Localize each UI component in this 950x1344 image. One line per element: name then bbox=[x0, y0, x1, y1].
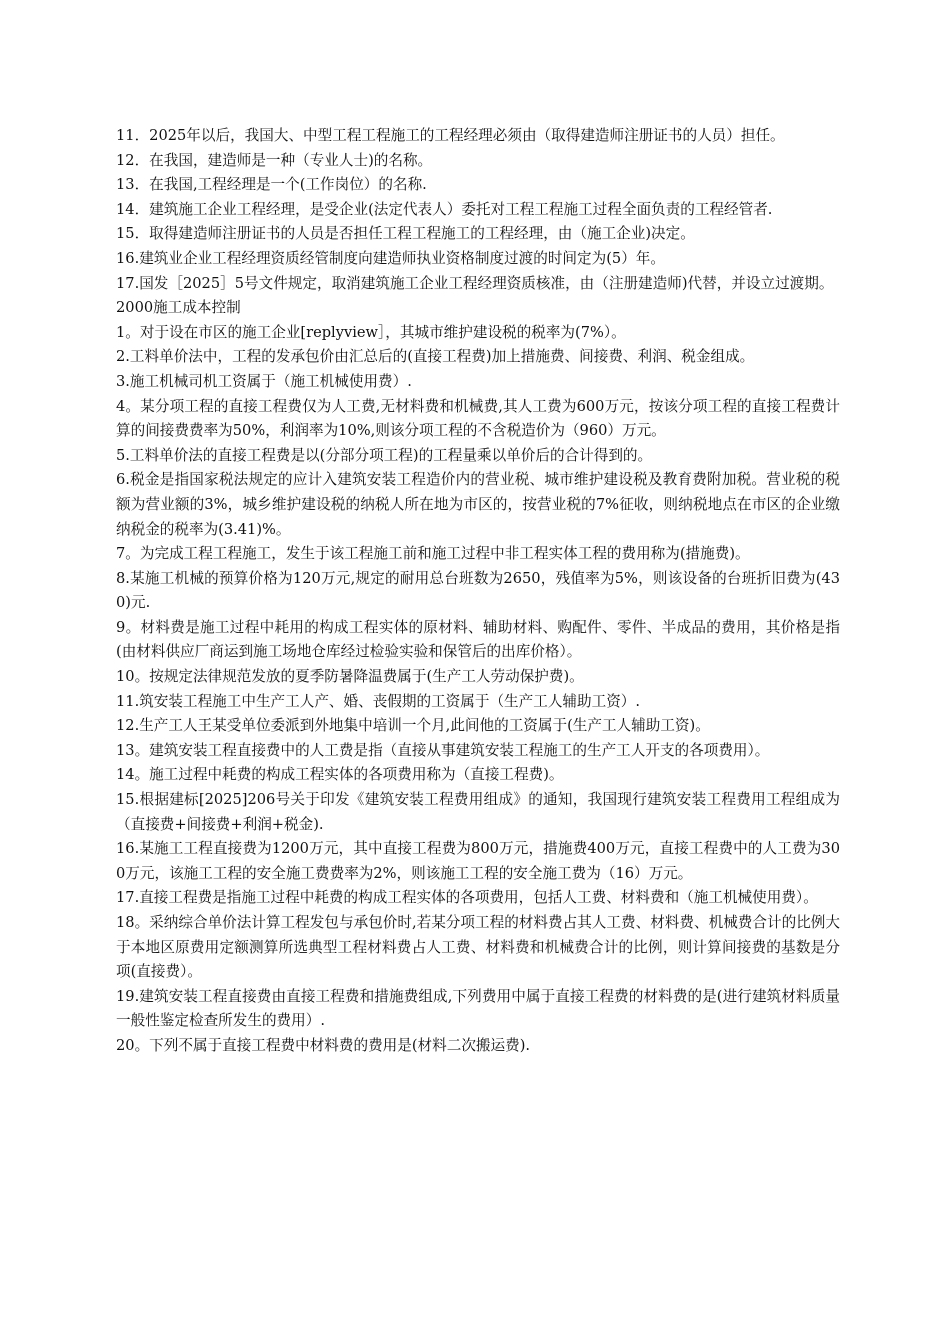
paragraph: 18。采纳综合单价法计算工程发包与承包价时,若某分项工程的材料费占其人工费、材料费、机械费合计的比例大于本地区原费用定额测算所选典型工程材料费占人工费、材料费和机械费合计的比例，则计算间接费的基数是分项(直接费）。 bbox=[116, 914, 840, 981]
paragraph: 1。对于设在市区的施工企业[replyview］，其城市维护建设税的税率为(7%）。 bbox=[116, 323, 626, 341]
paragraph: 2000施工成本控制 bbox=[116, 299, 241, 317]
paragraph: 11．2025年以后，我国大、中型工程工程施工的工程经理必须由（取得建造师注册证书的人员）担任。 bbox=[116, 127, 785, 144]
paragraph: 13．在我国,工程经理是一个(工作岗位）的名称. bbox=[116, 176, 427, 194]
paragraph: 8.某施工机械的预算价格为120万元,规定的耐用总台班数为2650，残值率为5%，则该设备的台班折旧费为(430)元. bbox=[116, 569, 840, 612]
paragraph: 5.工料单价法的直接工程费是以(分部分项工程)的工程量乘以单价后的合计得到的。 bbox=[116, 446, 653, 464]
paragraph: 16.建筑业企业工程经理资质经管制度向建造师执业资格制度过渡的时间定为(5）年。 bbox=[116, 249, 665, 267]
paragraph: 17.直接工程费是指施工过程中耗费的构成工程实体的各项费用，包括人工费、材料费和（施工机械使用费）。 bbox=[116, 889, 818, 907]
paragraph: 20。下列不属于直接工程费中材料费的费用是(材料二次搬运费). bbox=[116, 1036, 531, 1054]
paragraph: 3.施工机械司机工资属于（施工机械使用费）. bbox=[116, 372, 412, 390]
document-body bbox=[116, 124, 840, 1059]
paragraph: 14．建筑施工企业工程经理，是受企业(法定代表人）委托对工程工程施工过程全面负责的工程经管者. bbox=[116, 200, 773, 218]
paragraph: 13。建筑安装工程直接费中的人工费是指（直接从事建筑安装工程施工的生产工人开支的各项费用）。 bbox=[116, 741, 770, 759]
paragraph: 16.某施工工程直接费为1200万元，其中直接工程费为800万元，措施费400万元，直接工程费中的人工费为300万元，该施工工程的安全施工费费率为2%，则该施工工程的安全施工费为（16）万元。 bbox=[116, 840, 840, 882]
paragraph: 10。按规定法律规范发放的夏季防暑降温费属于(生产工人劳动保护费)。 bbox=[116, 668, 584, 686]
paragraph: 17.国发［2025］5号文件规定，取消建筑施工企业工程经理资质核准，由（注册建造师)代替，并设立过渡期。 bbox=[116, 274, 834, 292]
paragraph: 6.税金是指国家税法规定的应计入建筑安装工程造价内的营业税、城市维护建设税及教育费附加税。营业税的税额为营业额的3%，城乡维护建设税的纳税人所在地为市区的，按营业税的7%征收，则纳税地点在市区的企业缴纳税金的税率为(3.41)%。 bbox=[116, 471, 840, 538]
paragraph: 14。施工过程中耗费的构成工程实体的各项费用称为（直接工程费)。 bbox=[116, 766, 564, 784]
paragraph: 19.建筑安装工程直接费由直接工程费和措施费组成,下列费用中属于直接工程费的材料费的是(进行建筑材料质量一般性鉴定检查所发生的费用）. bbox=[116, 987, 840, 1030]
paragraph: 7。为完成工程工程施工，发生于该工程施工前和施工过程中非工程实体工程的费用称为(措施费)。 bbox=[116, 545, 750, 563]
paragraph: 15．取得建造师注册证书的人员是否担任工程工程施工的工程经理，由（施工企业)决定。 bbox=[116, 225, 695, 243]
paragraph: 12.生产工人王某受单位委派到外地集中培训一个月,此间他的工资属于(生产工人辅助工资)。 bbox=[116, 717, 710, 735]
paragraph: 11.筑安装工程施工中生产工人产、婚、丧假期的工资属于（生产工人辅助工资）. bbox=[116, 692, 641, 710]
paragraph: 15.根据建标[2025]206号关于印发《建筑安装工程费用组成》的通知，我国现行建筑安装工程费用工程组成为（直接费+间接费+利润+税金). bbox=[116, 791, 840, 833]
paragraph: 2.工料单价法中，工程的发承包价由汇总后的(直接工程费)加上措施费、间接费、利润、税金组成。 bbox=[116, 348, 755, 366]
paragraph: 9。材料费是施工过程中耗用的构成工程实体的原材料、辅助材料、购配件、零件、半成品的费用，其价格是指(由材料供应厂商运到施工场地仓库经过检验实验和保管后的出库价格）。 bbox=[116, 618, 840, 661]
paragraph: 12．在我国，建造师是一种（专业人士)的名称。 bbox=[116, 151, 433, 169]
paragraph: 4。某分项工程的直接工程费仅为人工费,无材料费和机械费,其人工费为600万元，按该分项工程的直接工程费计算的间接费费率为50%，利润率为10%,则该分项工程的不含税造价为（960）万元。 bbox=[116, 397, 840, 440]
